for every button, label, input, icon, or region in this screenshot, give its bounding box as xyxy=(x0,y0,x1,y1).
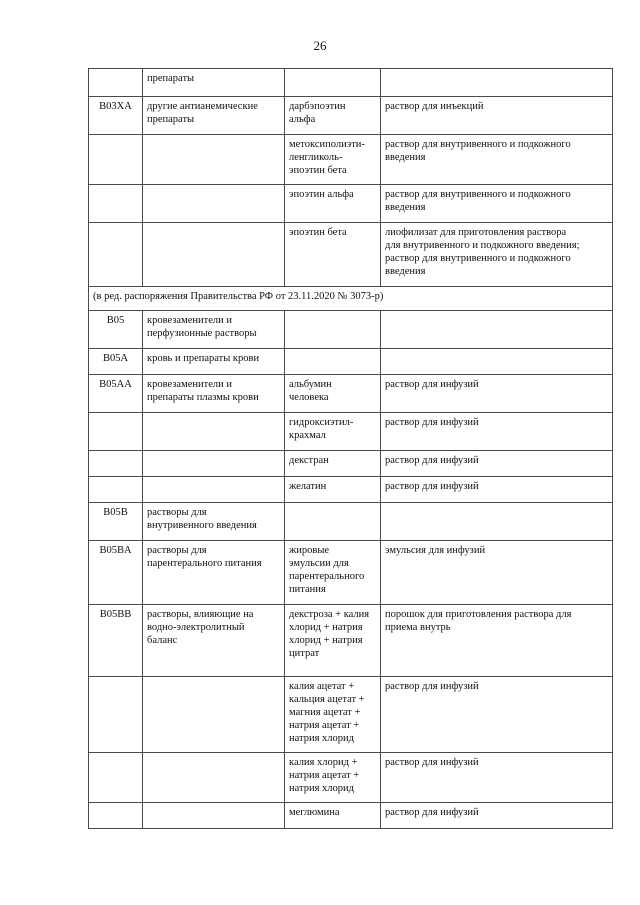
table-row xyxy=(89,541,613,605)
table-row xyxy=(89,477,613,503)
substance-cell: калия ацетат + кальция ацетат + магния ацетат + натрия ацетат + натрия хлорид xyxy=(285,677,381,753)
substance-cell: декстран xyxy=(285,451,381,477)
dosage-form-cell: раствор для инфузий xyxy=(381,451,613,477)
dosage-form-cell xyxy=(381,311,613,349)
table-row xyxy=(89,503,613,541)
substance-cell xyxy=(285,503,381,541)
table-row xyxy=(89,349,613,375)
atc-code-cell xyxy=(89,803,143,829)
amendment-note: (в ред. распоряжения Правительства РФ от 23.11.2020 № 3073-р) xyxy=(89,287,613,311)
group-name-cell: другие антианемические препараты xyxy=(143,97,285,135)
atc-code-cell xyxy=(89,223,143,287)
substance-cell: желатин xyxy=(285,477,381,503)
atc-code-cell: B05 xyxy=(89,311,143,349)
table-row xyxy=(89,413,613,451)
page-number: 26 xyxy=(313,38,327,53)
amendment-note-row xyxy=(89,287,613,311)
dosage-form-cell: раствор для инъекций xyxy=(381,97,613,135)
dosage-form-cell: раствор для инфузий xyxy=(381,375,613,413)
dosage-form-cell: лиофилизат для приготовления раствора для внутривенного и подкожного введения; раствор для внутривенного и подкожного введения xyxy=(381,223,613,287)
dosage-form-cell: порошок для приготовления раствора для приема внутрь xyxy=(381,605,613,677)
atc-code-cell xyxy=(89,69,143,97)
dosage-form-cell xyxy=(381,69,613,97)
atc-code-cell xyxy=(89,413,143,451)
group-name-cell xyxy=(143,413,285,451)
group-name-cell: кровь и препараты крови xyxy=(143,349,285,375)
substance-cell xyxy=(285,69,381,97)
substance-cell: гидроксиэтил- крахмал xyxy=(285,413,381,451)
substance-cell xyxy=(285,311,381,349)
atc-code-cell: B05A xyxy=(89,349,143,375)
table-row xyxy=(89,311,613,349)
table-row xyxy=(89,451,613,477)
table-row xyxy=(89,753,613,803)
substance-cell: эпоэтин альфа xyxy=(285,185,381,223)
substance-cell: калия хлорид + натрия ацетат + натрия хлорид xyxy=(285,753,381,803)
dosage-form-cell: раствор для инфузий xyxy=(381,803,613,829)
substance-cell: декстроза + калия хлорид + натрия хлорид + натрия цитрат xyxy=(285,605,381,677)
group-name-cell: растворы, влияющие на водно-электролитный баланс xyxy=(143,605,285,677)
group-name-cell xyxy=(143,477,285,503)
group-name-cell xyxy=(143,223,285,287)
group-name-cell: растворы для парентерального питания xyxy=(143,541,285,605)
dosage-form-cell: раствор для внутривенного и подкожного введения xyxy=(381,135,613,185)
group-name-cell xyxy=(143,803,285,829)
atc-code-cell: B05B xyxy=(89,503,143,541)
table-row xyxy=(89,97,613,135)
atc-code-cell: B05AA xyxy=(89,375,143,413)
group-name-cell: растворы для внутривенного введения xyxy=(143,503,285,541)
substance-cell: метоксиполиэти- ленгликоль- эпоэтин бета xyxy=(285,135,381,185)
substance-cell: жировые эмульсии для парентерального питания xyxy=(285,541,381,605)
table-row xyxy=(89,375,613,413)
dosage-form-cell: раствор для инфузий xyxy=(381,477,613,503)
atc-code-cell: B05BA xyxy=(89,541,143,605)
dosage-form-cell xyxy=(381,349,613,375)
atc-code-cell xyxy=(89,451,143,477)
substance-cell: дарбэпоэтин альфа xyxy=(285,97,381,135)
table-row xyxy=(89,223,613,287)
group-name-cell xyxy=(143,185,285,223)
substance-cell: эпоэтин бета xyxy=(285,223,381,287)
atc-code-cell: B03XA xyxy=(89,97,143,135)
atc-code-cell: B05BB xyxy=(89,605,143,677)
atc-code-cell xyxy=(89,185,143,223)
table-row xyxy=(89,185,613,223)
group-name-cell: препараты xyxy=(143,69,285,97)
group-name-cell xyxy=(143,451,285,477)
atc-code-cell xyxy=(89,677,143,753)
atc-code-cell xyxy=(89,753,143,803)
group-name-cell xyxy=(143,677,285,753)
table-row xyxy=(89,677,613,753)
medicines-table xyxy=(88,68,613,829)
dosage-form-cell: раствор для инфузий xyxy=(381,413,613,451)
substance-cell: меглюмина xyxy=(285,803,381,829)
dosage-form-cell: раствор для инфузий xyxy=(381,677,613,753)
substance-cell: альбумин человека xyxy=(285,375,381,413)
dosage-form-cell: раствор для инфузий xyxy=(381,753,613,803)
table-row xyxy=(89,69,613,97)
table-row xyxy=(89,135,613,185)
table-row xyxy=(89,803,613,829)
atc-code-cell xyxy=(89,135,143,185)
group-name-cell xyxy=(143,135,285,185)
table-row xyxy=(89,605,613,677)
atc-code-cell xyxy=(89,477,143,503)
dosage-form-cell: раствор для внутривенного и подкожного введения xyxy=(381,185,613,223)
substance-cell xyxy=(285,349,381,375)
dosage-form-cell xyxy=(381,503,613,541)
group-name-cell: кровезаменители и препараты плазмы крови xyxy=(143,375,285,413)
group-name-cell xyxy=(143,753,285,803)
group-name-cell: кровезаменители и перфузионные растворы xyxy=(143,311,285,349)
dosage-form-cell: эмульсия для инфузий xyxy=(381,541,613,605)
